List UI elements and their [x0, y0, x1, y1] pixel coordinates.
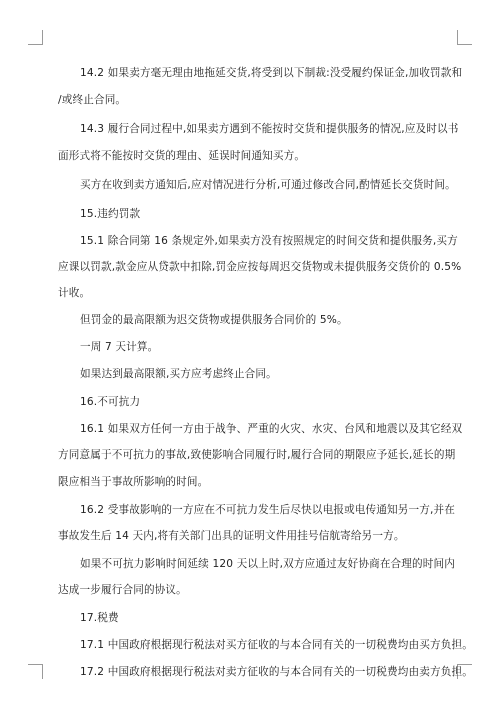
clause-17-2: 17.2 中国政府根据现行税法对卖方征收的与本合同有关的一切税费均由卖方负担。 — [80, 666, 473, 678]
penalty-limit-paragraph: 但罚金的最高限额为迟交货物或提供服务合同价的 5%。 — [80, 314, 348, 326]
clause-14-3-line-2: 面形式将不能按时交货的理由、延误时间通知买方。 — [58, 150, 306, 162]
clause-15-1-line-1: 15.1 除合同第 16 条规定外,如果卖方没有按照规定的时间交货和提供服务,买方 — [80, 235, 458, 247]
clause-15-1-line-3: 计收。 — [58, 287, 91, 299]
clause-16-1-line-3: 限应相当于事故所影响的时间。 — [58, 476, 209, 488]
clause-14-3-line-1: 14.3 履行合同过程中,如果卖方遇到不能按时交货和提供服务的情况,应及时以书 — [80, 123, 459, 135]
clause-15-1-line-2: 应课以罚款,款金应从贷款中扣除,罚金应按每周迟交货物或未提供服务交货价的 0.5% — [58, 261, 462, 273]
crop-mark-top-right — [457, 30, 472, 45]
section-16-heading: 16.不可抗力 — [80, 396, 141, 408]
termination-paragraph: 如果达到最高限额,买方应考虑终止合同。 — [80, 368, 277, 380]
clause-16-2-line-2: 事故发生后 14 天内,将有关部门出具的证明文件用挂号信航寄给另一方。 — [58, 530, 405, 542]
clause-16-1-line-2: 方同意属于不可抗力的事故,致使影响合同履行时,履行合同的期限应予延长,延长的期 — [58, 449, 456, 461]
section-15-heading: 15.违约罚款 — [80, 208, 141, 220]
crop-mark-top-left — [28, 30, 43, 45]
clause-14-2-line-1: 14.2 如果卖方毫无理由地拖延交货,将受到以下制裁:没受履约保证金,加收罚款和 — [80, 67, 463, 79]
crop-mark-bottom-left — [28, 664, 43, 679]
clause-14-2-line-2: /或终止合同。 — [58, 94, 127, 106]
clause-16-2-line-1: 16.2 受事故影响的一方应在不可抗力发生后尽快以电报或电传通知另一方,并在 — [80, 504, 456, 516]
force-majeure-extension-line-2: 达成一步履行合同的协议。 — [58, 584, 187, 596]
buyer-notice-paragraph: 买方在收到卖方通知后,应对情况进行分析,可通过修改合同,酌情延长交货时间。 — [80, 179, 456, 191]
clause-16-1-line-1: 16.1 如果双方任何一方由于战争、严重的火灾、水灾、台风和地震以及其它经双 — [80, 423, 463, 435]
section-17-heading: 17.税费 — [80, 612, 119, 624]
clause-17-1: 17.1 中国政府根据现行税法对买方征收的与本合同有关的一切税费均由买方负担。 — [80, 639, 473, 651]
week-definition-paragraph: 一周 7 天计算。 — [80, 341, 159, 353]
force-majeure-extension-line-1: 如果不可抗力影响时间延续 120 天以上时,双方应通过友好协商在合理的时间内 — [80, 558, 456, 570]
